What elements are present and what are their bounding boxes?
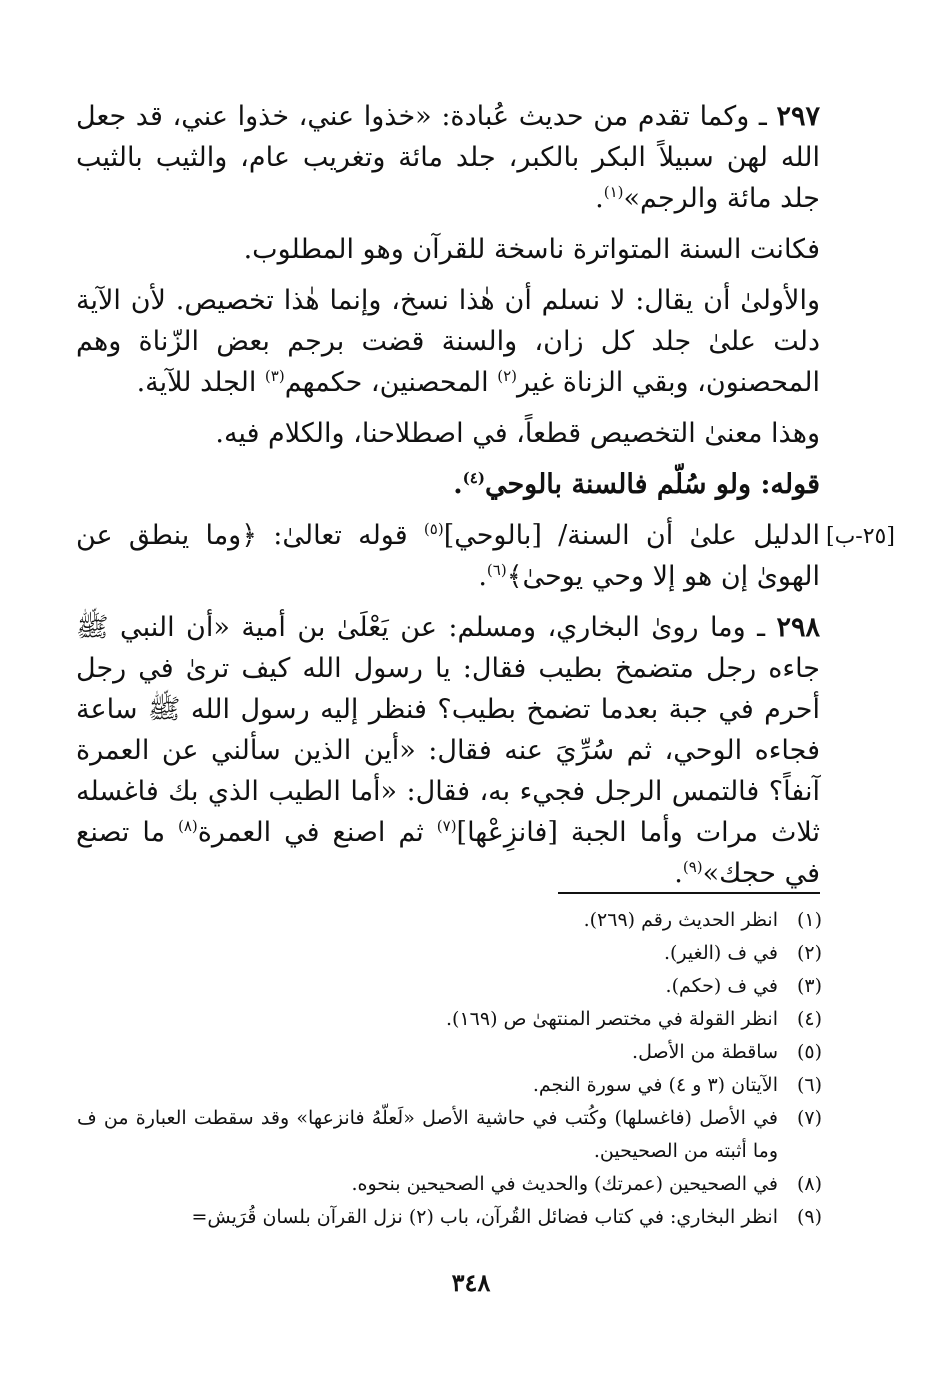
paragraph-text: وهذا معنىٰ التخصيص قطعاً، في اصطلاحنا، والكلام فيه. xyxy=(215,418,820,449)
paragraph-tail: . xyxy=(674,858,683,889)
margin-folio-marker: [٢٥-ب] xyxy=(826,524,895,549)
footnote-text: انظر القولة في مختصر المنتهىٰ ص (١٦٩). xyxy=(446,1008,778,1030)
footnote-text: الآيتان (٣ و ٤) في سورة النجم. xyxy=(532,1074,778,1096)
hadith-number: ٢٩٨ xyxy=(776,612,820,643)
footnote-number: (١) xyxy=(796,909,822,931)
paragraph-298 xyxy=(76,607,820,894)
footnote-number: (٧) xyxy=(796,1107,822,1129)
footnote-number: (٣) xyxy=(796,975,822,997)
footnote xyxy=(77,1003,822,1036)
footnote-ref[interactable]: (٦) xyxy=(486,561,507,579)
paragraph-text: ـ وما روىٰ البخاري، ومسلم: عن يَعْلَىٰ بن أمية «أن النبي ﷺ جاءه رجل متضمخ بطيب فقال: يا رسول الله كيف ترىٰ في رجل أحرم في جبة بعدما تضمخ بطيب؟ فنظر إليه رسول الله ﷺ ساعة فجاءه الوحي، ثم سُرِّيَ عنه فقال: «أين الذين سألني عن العمرة آنفاً؟ فالتمس الرجل فجيء به، فقال: «أما الطيب الذي بك فاغسله ثلاث مرات وأما الجبة [فانزِعْها] xyxy=(76,612,820,848)
footnote-text: في الصحيحين (عمرتك) والحديث في الصحيحين بنحوه. xyxy=(351,1173,778,1195)
footnote xyxy=(77,937,822,970)
footnote-ref[interactable]: (٤) xyxy=(462,469,485,487)
paragraph xyxy=(76,515,820,597)
hadith-number: ٢٩٧ xyxy=(776,101,820,132)
footnote-number: (٩) xyxy=(796,1206,822,1228)
footnote-number: (٥) xyxy=(796,1041,822,1063)
footnote-text: في ف (الغير). xyxy=(663,942,778,964)
paragraph-tail: الجلد للآية. xyxy=(136,367,265,398)
paragraph-text: ـ وكما تقدم من حديث عُبادة: «خذوا عني، خذوا عني، قد جعل الله لهن سبيلاً البكر بالكبر، جلد مائة وتغريب عام، والثيب بالثيب جلد مائة والرجم» xyxy=(76,101,820,214)
footnote-ref[interactable]: (٣) xyxy=(264,367,285,385)
footnote-text: انظر البخاري: في كتاب فضائل القُرآن، باب (٢) نزل القرآن بلسان قُرَيش= xyxy=(191,1206,778,1228)
footnote-separator xyxy=(558,892,820,894)
paragraph xyxy=(76,229,820,270)
footnote xyxy=(77,1168,822,1201)
footnote-number: (٢) xyxy=(796,942,822,964)
footnote-ref[interactable]: (٧) xyxy=(436,817,457,835)
footnote-ref[interactable]: (٥) xyxy=(423,520,444,538)
footnote xyxy=(77,970,822,1003)
paragraph xyxy=(76,413,820,454)
paragraph-text: قوله تعالىٰ: ﴿وما ينطق عن الهوىٰ إن هو إلا وحي يوحىٰ﴾ xyxy=(76,520,820,592)
footnote xyxy=(77,1102,822,1168)
footnote-ref[interactable]: (١) xyxy=(603,183,624,201)
paragraph-text: ما تصنع في حجك» xyxy=(76,817,820,889)
paragraph-text: المحصنين، حكمهم xyxy=(284,367,498,398)
footnote xyxy=(77,1036,822,1069)
paragraph-tail: . xyxy=(478,561,487,592)
page-number: ٣٤٨ xyxy=(451,1268,491,1297)
footnote-ref[interactable]: (٩) xyxy=(682,858,703,876)
main-text xyxy=(76,96,820,904)
paragraph-tail: . xyxy=(453,469,463,500)
paragraph xyxy=(76,280,820,403)
footnote-text: ساقطة من الأصل. xyxy=(632,1041,778,1063)
footnote-text: في ف (حكم). xyxy=(665,975,778,997)
footnotes xyxy=(77,904,822,1234)
footnote-text: في الأصل (فاغسلها) وكُتب في حاشية الأصل «لَعلّهُ فانزعها» وقد سقطت العبارة من ف وما أثبته من الصحيحين. xyxy=(77,1107,778,1162)
paragraph-text: فكانت السنة المتواترة ناسخة للقرآن وهو المطلوب. xyxy=(243,234,820,265)
footnote-number: (٦) xyxy=(796,1074,822,1096)
paragraph-tail: . xyxy=(595,183,604,214)
footnote-ref[interactable]: (٨) xyxy=(178,817,198,835)
footnote-number: (٤) xyxy=(796,1008,822,1030)
footnote xyxy=(77,1069,822,1102)
footnote xyxy=(77,1201,822,1234)
paragraph-text: ثم اصنع في العمرة xyxy=(197,817,437,848)
quoted-statement xyxy=(76,464,820,505)
footnote-ref[interactable]: (٢) xyxy=(497,367,518,385)
paragraph-text: والأولىٰ أن يقال: لا نسلم أن هٰذا نسخ، وإنما هٰذا تخصيص. لأن الآية دلت علىٰ جلد كل زان، والسنة قضت برجم بعض الزّناة وهم المحصنون، وبقي الزناة غير xyxy=(76,285,820,398)
footnote xyxy=(77,904,822,937)
paragraph-text: قوله: ولو سُلّم فالسنة بالوحي xyxy=(484,469,820,500)
paragraph-text: الدليل علىٰ أن السنة/ [بالوحي] xyxy=(443,520,820,551)
footnote-text: انظر الحديث رقم (٢٦٩). xyxy=(583,909,778,931)
footnote-number: (٨) xyxy=(796,1173,822,1195)
paragraph-297 xyxy=(76,96,820,219)
